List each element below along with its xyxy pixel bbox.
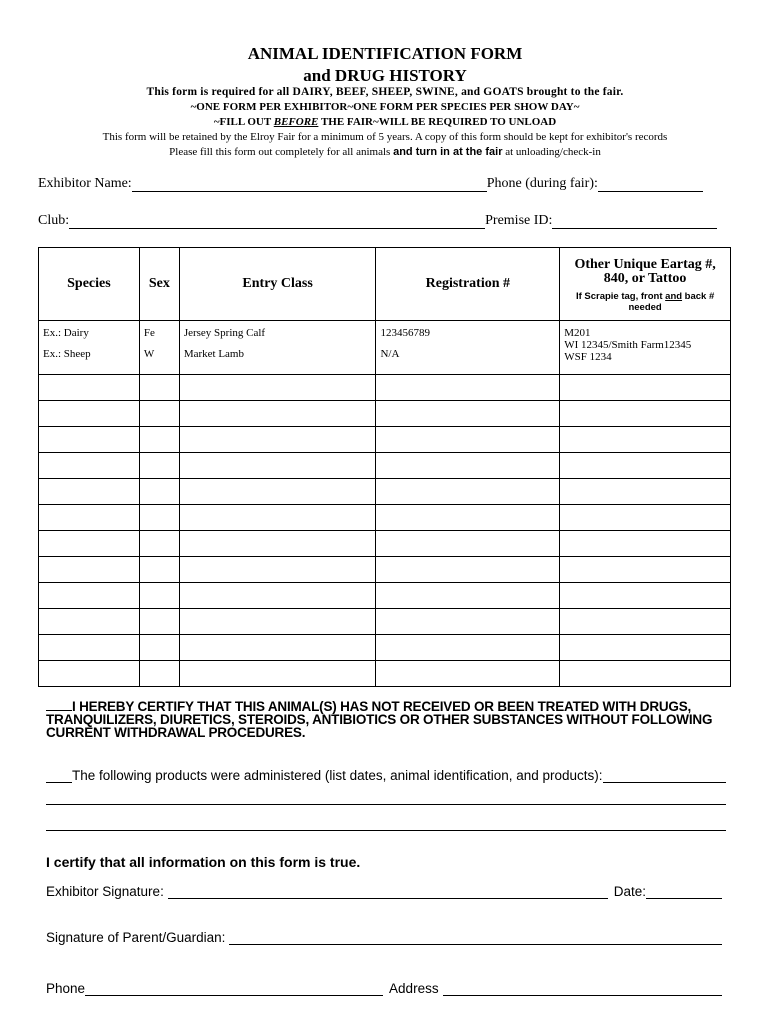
- example-registration: 123456789: [376, 321, 560, 340]
- products-row: [46, 768, 726, 783]
- example-registration: N/A: [376, 339, 560, 375]
- parent-signature-row: [46, 930, 722, 945]
- species-header: Species: [39, 248, 140, 321]
- exhibitor-name-label: Exhibitor Name:: [38, 176, 132, 191]
- address-label: Address: [389, 981, 439, 996]
- registration-header: Registration #: [376, 248, 560, 321]
- date-label: Date:: [613, 884, 646, 899]
- table-row[interactable]: [39, 531, 731, 557]
- drugs-certification: [46, 699, 736, 739]
- form-subtitle: and DRUG HISTORY: [303, 66, 467, 85]
- eartag-header: [560, 248, 731, 321]
- form-title: ANIMAL IDENTIFICATION FORM: [247, 44, 523, 63]
- example-sex: W: [139, 339, 179, 375]
- fill-out-emphasis: BEFORE: [273, 116, 319, 128]
- drugs-initial-field[interactable]: [46, 699, 72, 711]
- address-field[interactable]: [443, 981, 722, 996]
- eartag-sub-and: and: [665, 290, 683, 302]
- phone-label: Phone: [46, 981, 86, 996]
- premise-id-label: Premise ID:: [485, 213, 553, 228]
- entry-class-header: Entry Class: [179, 248, 376, 321]
- example-eartag: [560, 339, 731, 375]
- eartag-header-text: Other Unique Eartag #, 840, or Tattoo: [574, 256, 716, 286]
- exhibitor-signature-label: Exhibitor Signature:: [46, 884, 164, 899]
- example-entry-class: Market Lamb: [179, 339, 376, 375]
- products-initial-field[interactable]: [46, 768, 72, 783]
- fill-out-note: [0, 116, 770, 128]
- club-row: [38, 213, 730, 229]
- table-row[interactable]: [39, 401, 731, 427]
- table-row[interactable]: [39, 609, 731, 635]
- table-row[interactable]: [39, 427, 731, 453]
- eartag-sub-prefix: If Scrapie tag, front: [575, 290, 666, 302]
- phone-field[interactable]: [85, 981, 383, 996]
- fill-out-suffix: THE FAIR~WILL BE REQUIRED TO UNLOAD: [318, 116, 557, 128]
- products-statement: The following products were administered (list dates, animal identification, and products):: [72, 768, 603, 783]
- products-line-2[interactable]: [46, 804, 726, 805]
- eartag-sub-suffix: back # needed: [628, 290, 715, 313]
- products-field[interactable]: [603, 768, 726, 783]
- club-label: Club:: [38, 213, 70, 228]
- sex-header: Sex: [139, 248, 179, 321]
- example-species: Ex.: Dairy: [39, 321, 140, 340]
- example-eartag: M201: [560, 321, 731, 340]
- one-form-note: ~ONE FORM PER EXHIBITOR~ONE FORM PER SPECIES PER SHOW DAY~: [190, 101, 580, 113]
- club-field[interactable]: [69, 214, 485, 229]
- example-eartag-line2: WSF 1234: [564, 351, 612, 363]
- exhibitor-signature-row: [46, 884, 722, 899]
- example-entry-class: Jersey Spring Calf: [179, 321, 376, 340]
- table-row[interactable]: [39, 557, 731, 583]
- phone-address-row: [46, 981, 722, 996]
- exhibitor-name-field[interactable]: [132, 177, 487, 192]
- example-row: [39, 339, 731, 375]
- phone-during-fair-label: Phone (during fair):: [486, 176, 598, 191]
- date-field[interactable]: [646, 884, 722, 899]
- example-row: [39, 321, 731, 340]
- fill-out-prefix: ~FILL OUT: [213, 116, 274, 128]
- table-row[interactable]: [39, 375, 731, 401]
- exhibitor-signature-field[interactable]: [168, 884, 608, 899]
- phone-during-fair-field[interactable]: [598, 177, 703, 192]
- fill-instructions: [0, 146, 770, 158]
- table-row[interactable]: [39, 635, 731, 661]
- example-eartag-line1: WI 12345/Smith Farm12345: [564, 339, 692, 351]
- fill-suffix: at unloading/check-in: [502, 146, 601, 158]
- parent-signature-label: Signature of Parent/Guardian:: [46, 930, 226, 945]
- parent-signature-field[interactable]: [229, 930, 722, 945]
- fill-prefix: Please fill this form out completely for all animals: [169, 146, 394, 158]
- true-statement: I certify that all information on this form is true.: [46, 854, 361, 870]
- retained-note: This form will be retained by the Elroy Fair for a minimum of 5 years. A copy of this form should be kept for exhibitor's records: [102, 131, 668, 143]
- products-line-3[interactable]: [46, 830, 726, 831]
- example-sex: Fe: [139, 321, 179, 340]
- premise-id-field[interactable]: [552, 214, 717, 229]
- fill-bold: and turn in at the fair: [393, 146, 503, 158]
- table-row[interactable]: [39, 505, 731, 531]
- table-row[interactable]: [39, 453, 731, 479]
- exhibitor-row: [38, 176, 730, 192]
- table-row[interactable]: [39, 479, 731, 505]
- animal-table: [38, 247, 731, 687]
- eartag-subnote: [570, 291, 720, 313]
- table-row[interactable]: [39, 661, 731, 687]
- required-note: This form is required for all DAIRY, BEEF, SHEEP, SWINE, and GOATS brought to the fair.: [146, 86, 624, 98]
- example-species: Ex.: Sheep: [39, 339, 140, 375]
- table-row[interactable]: [39, 583, 731, 609]
- drugs-statement: I HEREBY CERTIFY THAT THIS ANIMAL(S) HAS NOT RECEIVED OR BEEN TREATED WITH DRUGS, TRANQUILIZERS, DIURETICS, STEROIDS, ANTIBIOTICS OR OTHER SUBSTANCES WITHOUT FOLLOWING CURRENT WITHDRAWAL PROCEDURES.: [46, 699, 713, 740]
